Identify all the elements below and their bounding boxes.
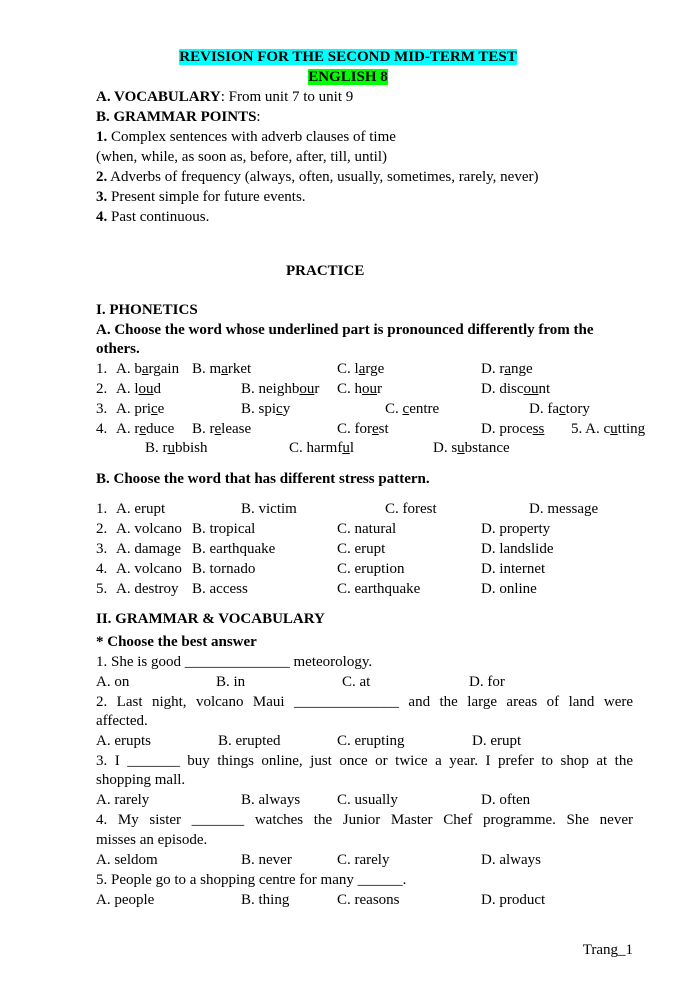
question-number: 1. <box>96 361 108 377</box>
document-title: REVISION FOR THE SECOND MID-TERM TEST <box>179 49 517 65</box>
option-a: A. people <box>96 892 155 908</box>
option-b: B. spicy <box>241 401 291 417</box>
option-b: B. rubbish <box>145 440 208 456</box>
option-b: B. neighbour <box>241 381 320 397</box>
point-text: Complex sentences with adverb clauses of time <box>107 129 396 145</box>
question-3-cont: shopping mall. <box>96 772 186 788</box>
option-b: B. never <box>241 852 292 868</box>
choose-best-answer: * Choose the best answer <box>96 634 257 650</box>
question-number: 3. <box>96 401 108 417</box>
question-number: 5. <box>96 581 108 597</box>
grammar-colon: : <box>256 109 261 125</box>
option-d: D. property <box>481 521 551 537</box>
grammar-vocab-heading: II. GRAMMAR & VOCABULARY <box>96 611 325 627</box>
vocabulary-line <box>96 87 633 107</box>
option-d: D. discount <box>481 381 551 397</box>
option-d: D. online <box>481 581 537 597</box>
question-number: 1. <box>96 501 108 517</box>
option-c: C. erupting <box>337 733 405 749</box>
option-a: 5. A. cutting <box>571 421 646 437</box>
option-a: A. volcano <box>116 561 182 577</box>
question-number: 2. <box>96 521 108 537</box>
question-1: 1. She is good ______________ meteorology. <box>96 654 373 670</box>
option-c: C. forest <box>385 501 437 517</box>
phonetics-heading: I. PHONETICS <box>96 302 198 318</box>
vocabulary-text: : From unit 7 to unit 9 <box>220 89 354 105</box>
phonetics-instruction-cont: others. <box>96 341 140 357</box>
question-4-cont: misses an episode. <box>96 832 208 848</box>
option-c: C. rarely <box>337 852 390 868</box>
option-c: C. harmful <box>289 440 354 456</box>
point-text: Past continuous. <box>107 209 210 225</box>
point-number: 3. <box>96 189 108 205</box>
option-a: A. reduce <box>116 421 175 437</box>
option-d: D. message <box>529 501 599 517</box>
grammar-point <box>96 127 633 147</box>
question-5: 5. People go to a shopping centre for many ______. <box>96 872 407 888</box>
option-c: C. forest <box>337 421 389 437</box>
option-a: A. loud <box>116 381 161 397</box>
point-text: Adverbs of frequency (always, often, usually, sometimes, rarely, never) <box>107 169 539 185</box>
point-number: 2. <box>96 169 108 185</box>
title-wrap <box>0 47 696 67</box>
phonetics-instruction: A. Choose the word whose underlined part is pronounced differently from the <box>96 322 594 338</box>
option-c: C. natural <box>337 521 397 537</box>
option-b: B. in <box>216 674 246 690</box>
subtitle-wrap <box>0 67 696 87</box>
option-b: B. always <box>241 792 301 808</box>
option-d: D. often <box>481 792 531 808</box>
option-a: A. on <box>96 674 130 690</box>
option-d: D. factory <box>529 401 590 417</box>
option-a: A. rarely <box>96 792 150 808</box>
option-c: C. hour <box>337 381 383 397</box>
option-c: C. centre <box>385 401 440 417</box>
option-d: D. erupt <box>472 733 522 749</box>
option-a: A. bargain <box>116 361 180 377</box>
question-3: 3. I _______ buy things online, just once or twice a year. I prefer to shop at the <box>96 753 633 769</box>
option-b: B. victim <box>241 501 297 517</box>
option-d: D. process <box>481 421 545 437</box>
question-number: 3. <box>96 541 108 557</box>
grammar-point <box>96 187 633 207</box>
question-4: 4. My sister _______ watches the Junior Master Chef programme. She never <box>96 812 633 828</box>
grammar-heading <box>96 107 633 127</box>
option-b: B. erupted <box>218 733 281 749</box>
option-d: D. landslide <box>481 541 554 557</box>
option-c: C. usually <box>337 792 398 808</box>
page-number: Trang_1 <box>582 942 633 958</box>
point-text: (when, while, as soon as, before, after, till, until) <box>96 149 387 165</box>
question-number: 4. <box>96 561 108 577</box>
option-d: D. substance <box>433 440 510 456</box>
option-a: A. destroy <box>116 581 179 597</box>
option-a: A. erupts <box>96 733 151 749</box>
option-d: D. for <box>469 674 505 690</box>
option-a: A. volcano <box>116 521 182 537</box>
option-b: B. access <box>192 581 248 597</box>
document-subtitle: ENGLISH 8 <box>308 69 388 85</box>
option-d: D. range <box>481 361 533 377</box>
option-d: D. internet <box>481 561 546 577</box>
option-a: A. damage <box>116 541 181 557</box>
option-b: B. earthquake <box>192 541 276 557</box>
option-b: B. release <box>192 421 252 437</box>
grammar-point <box>96 147 633 167</box>
option-d: D. product <box>481 892 546 908</box>
option-c: C. reasons <box>337 892 400 908</box>
option-c: C. at <box>342 674 371 690</box>
grammar-point <box>96 167 633 187</box>
question-number: 4. <box>96 421 108 437</box>
question-number: 2. <box>96 381 108 397</box>
vocabulary-label: A. VOCABULARY <box>96 89 221 105</box>
point-text: Present simple for future events. <box>107 189 306 205</box>
option-d: D. always <box>481 852 541 868</box>
option-c: C. earthquake <box>337 581 421 597</box>
option-c: C. erupt <box>337 541 386 557</box>
option-b: B. market <box>192 361 252 377</box>
option-c: C. large <box>337 361 385 377</box>
option-c: C. eruption <box>337 561 405 577</box>
option-b: B. tornado <box>192 561 256 577</box>
question-2-cont: affected. <box>96 713 148 729</box>
practice-title: PRACTICE <box>286 263 365 279</box>
option-b: B. thing <box>241 892 290 908</box>
point-number: 4. <box>96 209 108 225</box>
option-b: B. tropical <box>192 521 256 537</box>
point-number: 1. <box>96 129 108 145</box>
grammar-label: B. GRAMMAR POINTS <box>96 109 257 125</box>
option-a: A. seldom <box>96 852 158 868</box>
option-a: A. erupt <box>116 501 166 517</box>
stress-instruction: B. Choose the word that has different stress pattern. <box>96 471 430 487</box>
question-2: 2. Last night, volcano Maui ______________ and the large areas of land were <box>96 694 633 710</box>
option-a: A. price <box>116 401 165 417</box>
grammar-point <box>96 207 633 227</box>
